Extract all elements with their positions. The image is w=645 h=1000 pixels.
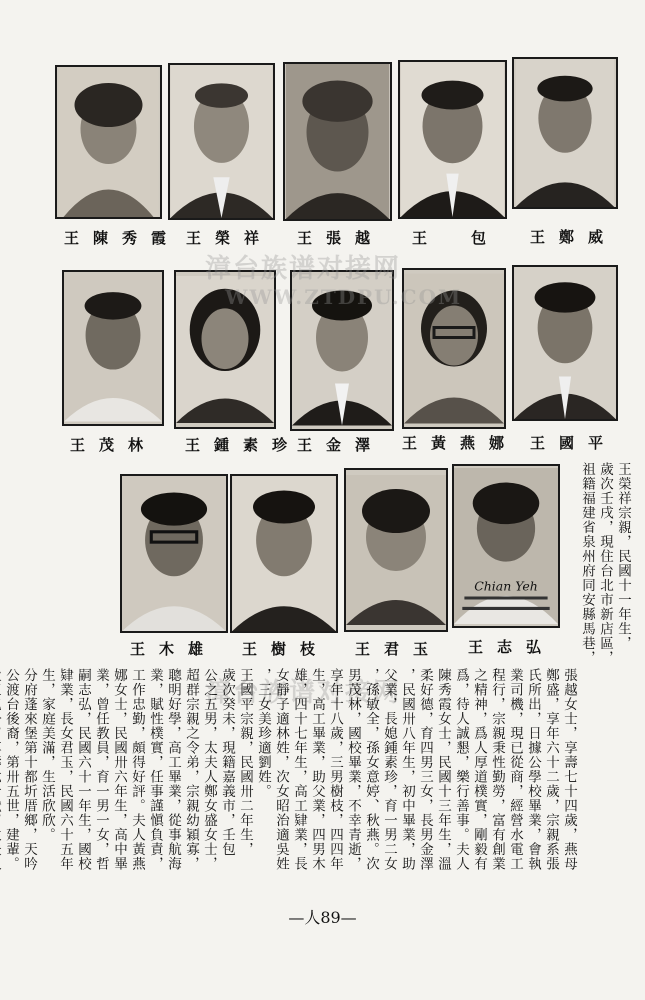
text-column: 公之五男，太夫人鄭女盛女士， <box>201 668 217 871</box>
portrait-caption: 王陳秀霞 <box>64 229 181 247</box>
text-column: 王國平宗親，民國卅二年生， <box>237 668 253 857</box>
portrait-photo <box>512 57 618 209</box>
portrait-caption: 王樹枝 <box>242 640 330 658</box>
text-column: 生，高工畢業，助父業，四男木 <box>309 668 325 871</box>
portrait-photo <box>62 270 164 426</box>
text-column: 氏所出，日據公學校畢業，會執 <box>525 668 541 871</box>
text-column: 之精神，爲人厚道樸實，剛毅有 <box>471 668 487 871</box>
text-column: 生，家庭美滿，生活欣欣。 <box>39 668 55 842</box>
watermark: 漳台族谱对接网 <box>205 254 402 284</box>
text-column: 歲次壬戌，現住台北市新店區， <box>597 462 613 665</box>
portrait-caption: 王榮祥 <box>186 229 274 247</box>
text-column: 程行，宗親秉性勤勞，富有創業 <box>489 668 505 871</box>
portrait-caption: 王張越 <box>297 229 385 247</box>
watermark: WWW.ZTDPU.COM <box>225 285 463 309</box>
text-column: 爲，待人誠懇，樂行善事。夫人 <box>453 668 469 871</box>
svg-text:Chian Yeh: Chian Yeh <box>474 578 538 594</box>
text-column: 男茂林，國校畢業，不幸青逝， <box>345 668 361 871</box>
text-column: 女靜子適林姓，次女昭治適吳姓 <box>273 668 289 871</box>
text-column: 娜女士，民國卅六年生，高中畢 <box>111 668 127 871</box>
text-column: 陳秀霞女士，民國十三年生，溫 <box>435 668 451 871</box>
portrait-caption: 王木雄 <box>130 640 218 658</box>
portrait-caption: 王茂林 <box>70 436 158 454</box>
portrait-photo <box>283 62 392 221</box>
text-column: 聰明好學，高工畢業，從事航海 <box>165 668 181 871</box>
portrait-photo <box>168 63 275 220</box>
text-column: 業，賦性樸實，任事謹愼負責， <box>147 668 163 871</box>
portrait-caption: 王鄭威 <box>530 228 618 246</box>
portrait-caption: 王包 <box>412 229 531 247</box>
text-column: 柔好德，育四男三女，長男金澤 <box>417 668 433 871</box>
watermark: 漳台族谱对接网 <box>205 678 402 708</box>
text-column: 超群宗親之令弟，宗親幼穎寡， <box>183 668 199 871</box>
text-column: 嗣志弘，民國六十一年生，國校 <box>75 668 91 871</box>
text-column: 雄，四十七年生，高工肄業，長 <box>291 668 307 871</box>
text-column: 歲次癸未，現籍嘉義市，壬包 <box>219 668 235 857</box>
text-column: 王榮祥宗親，民國十一年生， <box>615 462 631 651</box>
portrait-caption: 王國平 <box>530 434 618 452</box>
portrait-caption: 王黃燕娜 <box>402 434 519 452</box>
portrait-photo <box>512 265 618 421</box>
text-column: 肄業，長女君玉，民國六十五年 <box>57 668 73 871</box>
text-column: 公渡台後裔，第卅五世，建輩。 <box>3 668 19 871</box>
portrait-photo <box>55 65 162 219</box>
text-column: ，孫敏全，孫女意婷、秋燕。次 <box>363 668 379 871</box>
portrait-photo <box>452 464 560 628</box>
text-column: ，民國卅八年生，初中畢業，助 <box>399 668 415 871</box>
portrait-caption: 王鍾素珍 <box>185 436 302 454</box>
text-column: 業，曾任教員，育一男一女，哲 <box>93 668 109 871</box>
text-column: 分府蓬來堡第十都圻厝鄉，天吟 <box>21 668 37 871</box>
portrait-photo <box>230 474 338 633</box>
portrait-photo <box>398 60 507 219</box>
text-column: ，三女美珍適劉姓。 <box>255 668 271 799</box>
portrait-caption: 王君玉 <box>355 640 443 658</box>
text-column: 鄭盛，享年六十二歲，宗親系張 <box>543 668 559 871</box>
portrait-caption: 王志弘 <box>468 638 556 656</box>
text-column: 享年十八歲，三男樹枝，四四年 <box>327 668 343 871</box>
text-column <box>0 668 3 898</box>
portrait-photo <box>120 474 228 633</box>
text-column: 工作忠勤，頗得好評。夫人黃燕 <box>129 668 145 871</box>
text-column: 業司機，現已從商，經營水電工 <box>507 668 523 871</box>
page-number: —人89— <box>288 908 357 927</box>
portrait-photo <box>344 468 448 632</box>
portrait-caption: 王金澤 <box>297 436 385 454</box>
text-column: 張越女士，享壽七十四歲，燕母 <box>561 668 577 871</box>
text-column: 祖籍福建省泉州府同安縣馬巷， <box>579 462 595 665</box>
text-column: 父業，長媳鍾素珍，育一男二女 <box>381 668 397 871</box>
